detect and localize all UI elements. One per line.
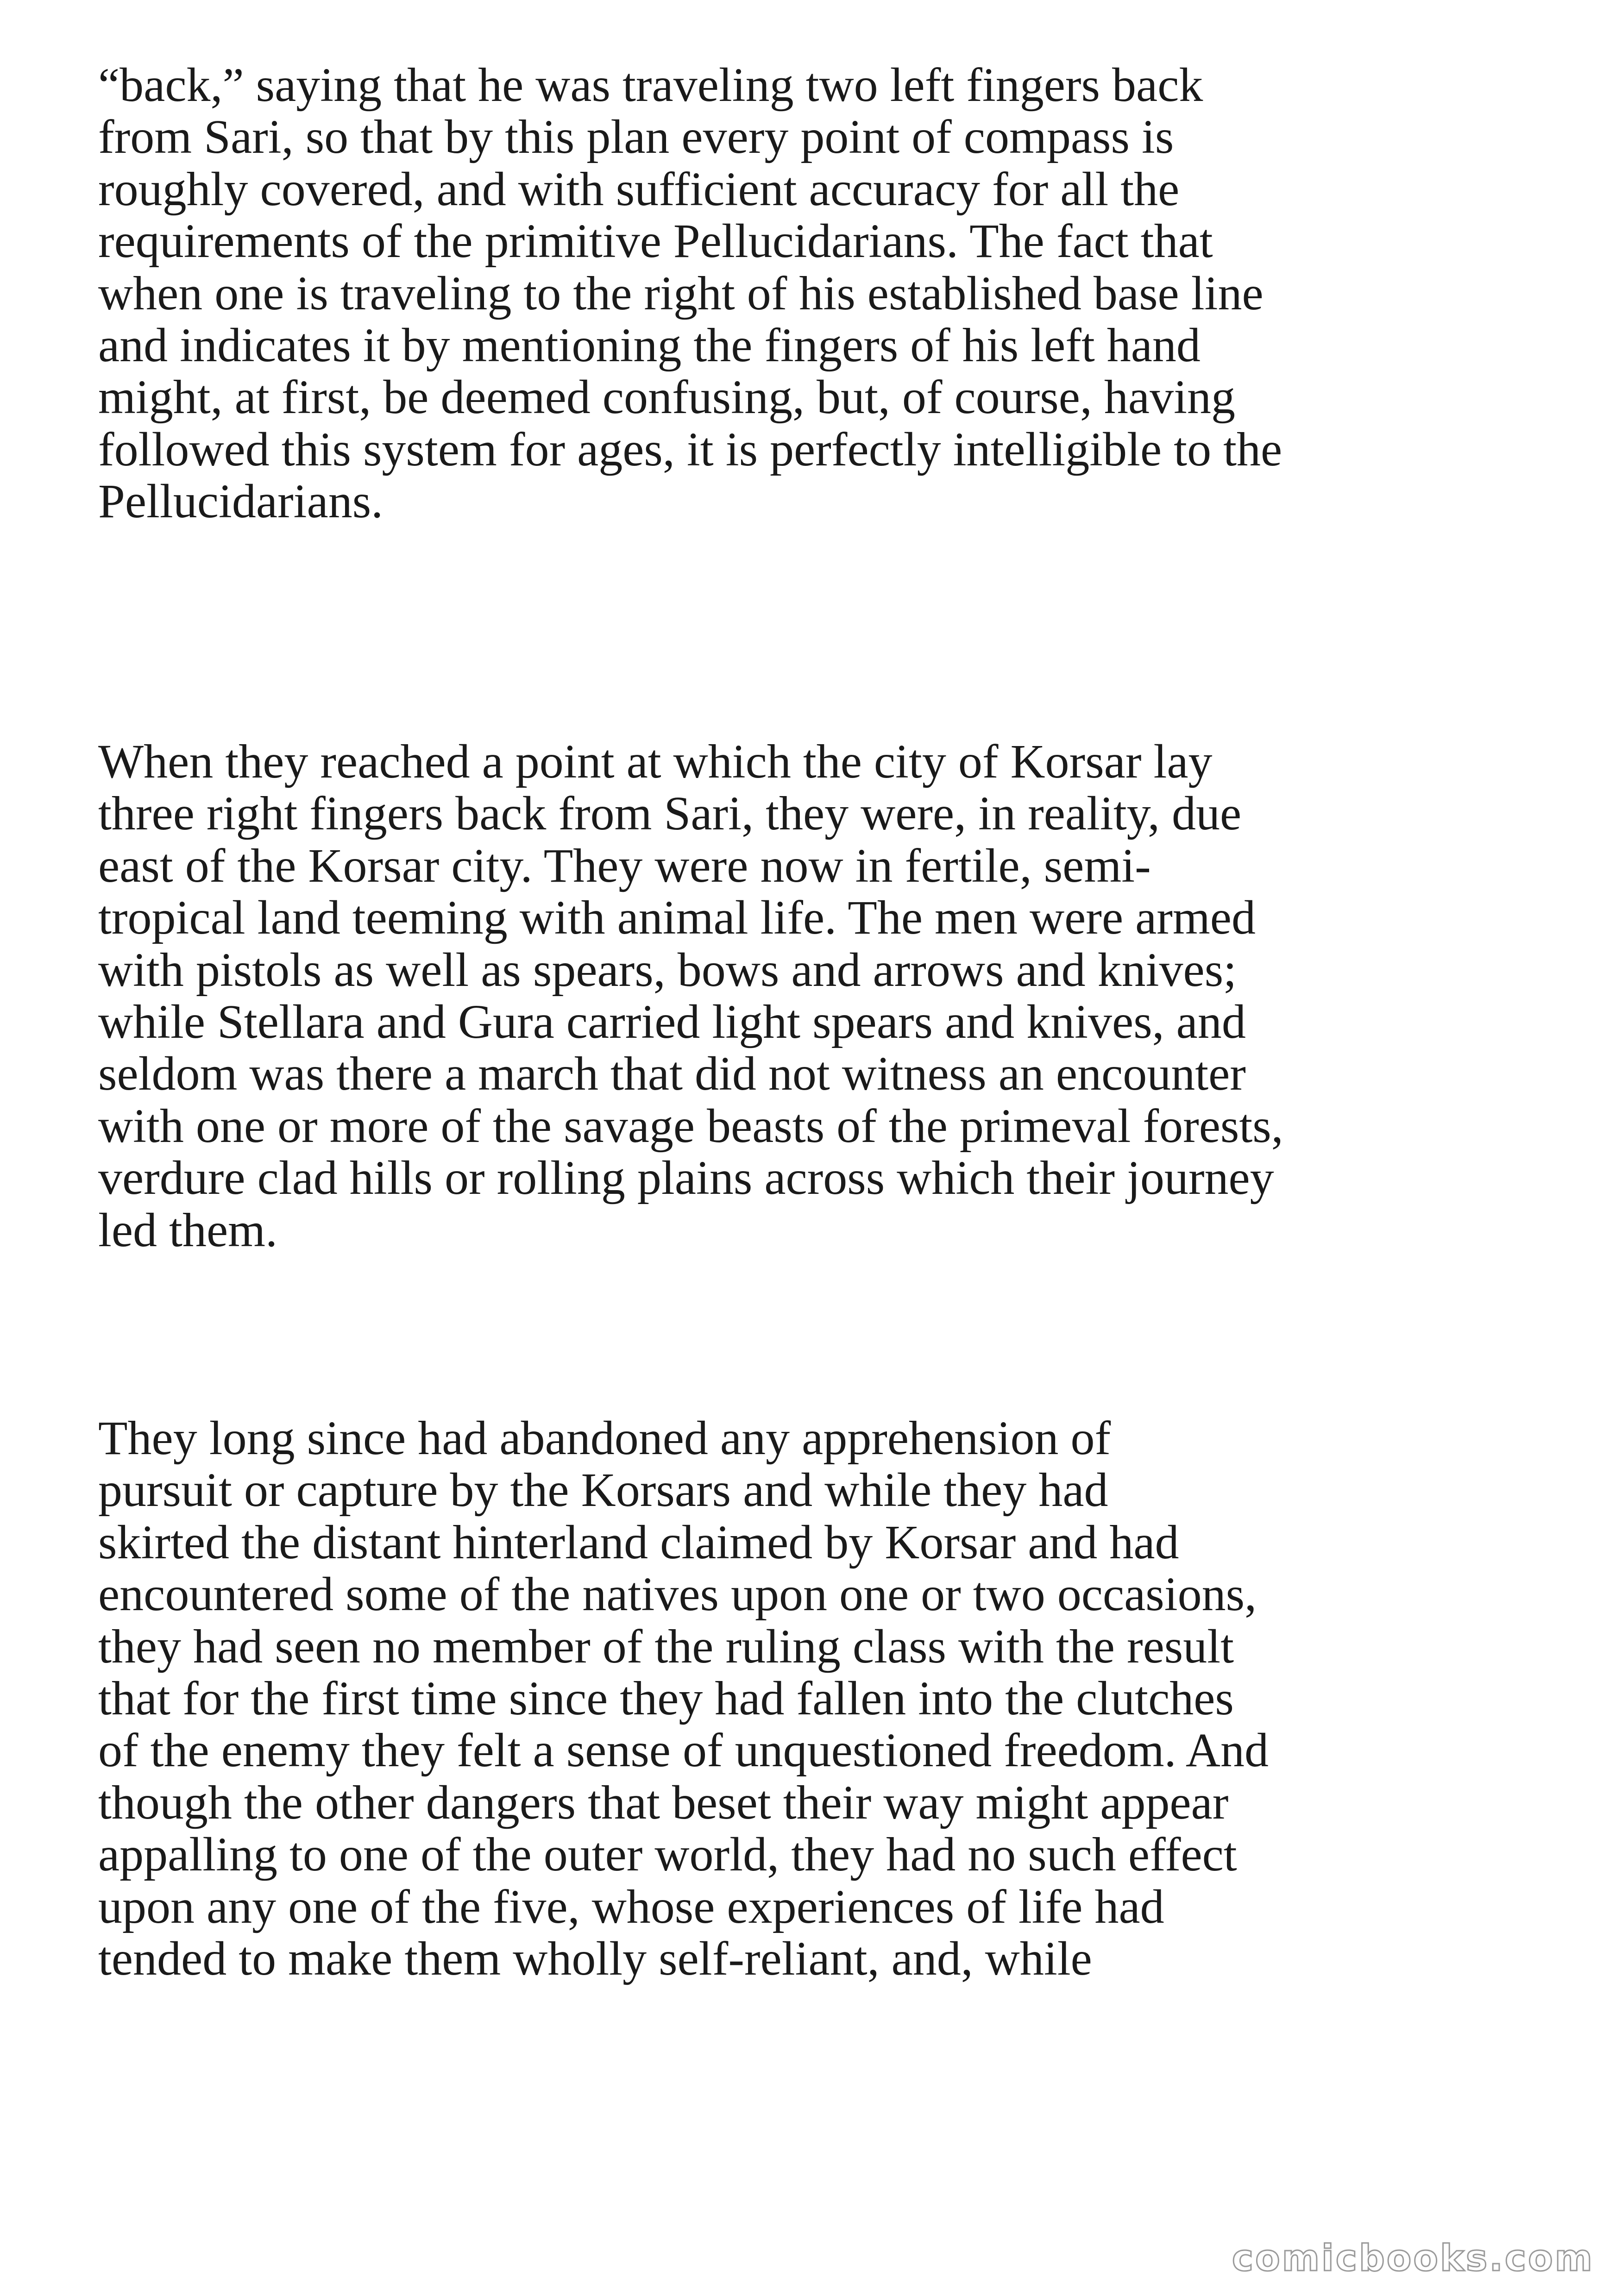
paragraph-2 (98, 736, 1283, 1256)
text-line: while Stellara and Gura carried light spears and knives, and (98, 995, 1246, 1048)
text-line: seldom was there a march that did not witness an encounter (98, 1047, 1246, 1101)
text-line: led them. (98, 1203, 278, 1257)
watermark: comicbooks.com (1232, 2238, 1594, 2279)
text-line: from Sari, so that by this plan every point of compass is (98, 110, 1174, 164)
text-line: roughly covered, and with sufficient accuracy for all the (98, 162, 1180, 216)
text-line: They long since had abandoned any apprehension of (98, 1411, 1111, 1465)
paragraph-1 (98, 59, 1282, 528)
text-line: that for the first time since they had fallen into the clutches (98, 1671, 1234, 1725)
text-line: though the other dangers that beset their way might appear (98, 1775, 1229, 1829)
text-line: tended to make them wholly self-reliant, and, while (98, 1932, 1092, 1985)
text-line: verdure clad hills or rolling plains across which their journey (98, 1151, 1274, 1205)
text-line: of the enemy they felt a sense of unquestioned freedom. And (98, 1724, 1269, 1777)
text-line: with pistols as well as spears, bows and arrows and knives; (98, 943, 1237, 997)
text-line: upon any one of the five, whose experiences of life had (98, 1880, 1164, 1933)
text-line: skirted the distant hinterland claimed by Korsar and had (98, 1515, 1179, 1569)
text-line: requirements of the primitive Pellucidarians. The fact that (98, 214, 1213, 268)
text-line: three right fingers back from Sari, they were, in reality, due (98, 787, 1242, 841)
text-line: they had seen no member of the ruling class with the result (98, 1619, 1234, 1673)
paragraph-3 (98, 1412, 1269, 1985)
text-line: when one is traveling to the right of his established base line (98, 266, 1264, 320)
text-line: followed this system for ages, it is perfectly intelligible to the (98, 422, 1283, 476)
text-line: east of the Korsar city. They were now in fertile, semi- (98, 839, 1151, 892)
text-line: encountered some of the natives upon one or two occasions, (98, 1568, 1257, 1621)
text-line: with one or more of the savage beasts of the primeval forests, (98, 1099, 1283, 1153)
text-line: When they reached a point at which the city of Korsar lay (98, 735, 1213, 788)
text-line: “back,” saying that he was traveling two left fingers back (98, 58, 1203, 112)
text-line: pursuit or capture by the Korsars and while they had (98, 1463, 1108, 1517)
text-line: Pellucidarians. (98, 475, 383, 528)
text-line: might, at first, be deemed confusing, but, of course, having (98, 370, 1235, 424)
text-line: tropical land teeming with animal life. The men were armed (98, 891, 1256, 945)
text-line: appalling to one of the outer world, they had no such effect (98, 1828, 1237, 1882)
text-line: and indicates it by mentioning the fingers of his left hand (98, 318, 1201, 372)
